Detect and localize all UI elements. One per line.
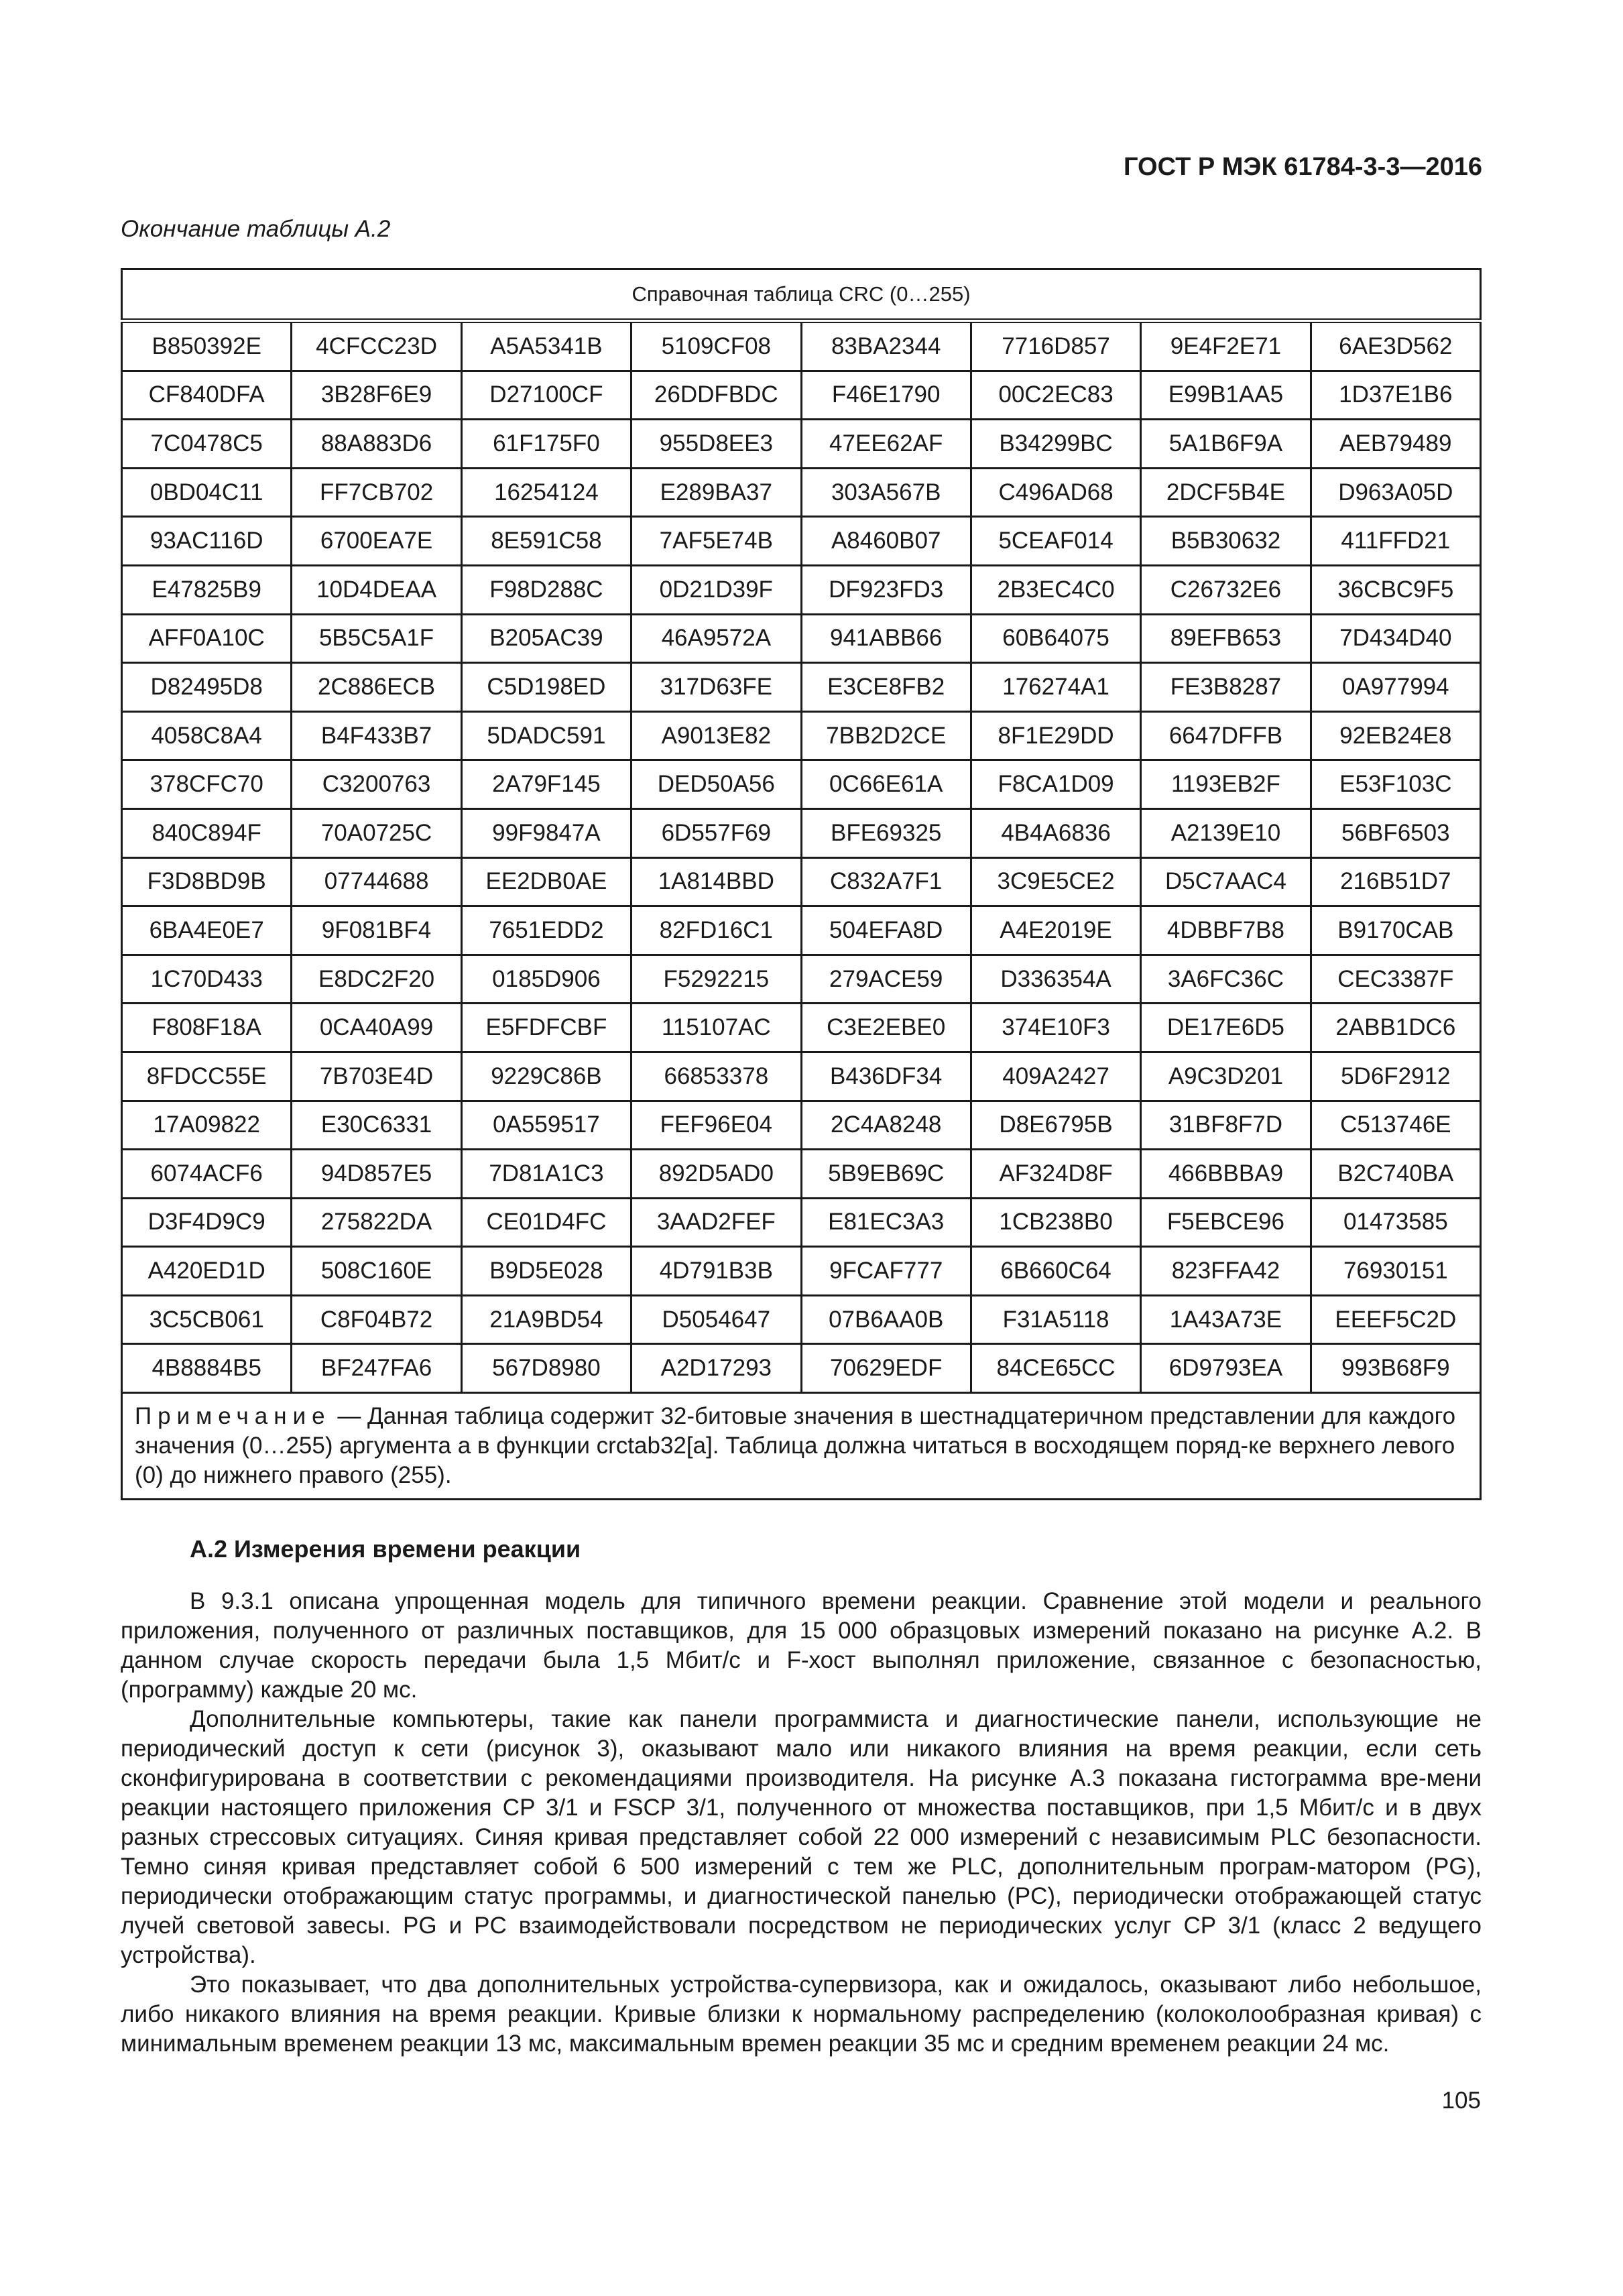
table-row (122, 760, 1481, 809)
table-row (122, 420, 1481, 469)
page-number: 105 (1441, 2088, 1481, 2114)
table-title: Справочная таблица CRC (0…255) (122, 269, 1481, 321)
table-cell: 36CBC9F5 (1311, 565, 1480, 614)
table-cell: 4CFCC23D (292, 321, 461, 371)
table-cell: 176274A1 (971, 663, 1140, 712)
table-cell: 0BD04C11 (122, 468, 292, 517)
table-cell: 5A1B6F9A (1141, 420, 1311, 469)
table-cell: F3D8BD9B (122, 857, 292, 906)
table-row (122, 906, 1481, 955)
table-cell: 99F9847A (461, 808, 631, 857)
table-cell: B2C740BA (1311, 1150, 1480, 1199)
table-cell: 6700EA7E (292, 517, 461, 566)
table-cell: AEB79489 (1311, 420, 1480, 469)
table-cell: 6647DFFB (1141, 711, 1311, 760)
table-row (122, 1247, 1481, 1296)
table-cell: 7C0478C5 (122, 420, 292, 469)
table-cell: 466BBBA9 (1141, 1150, 1311, 1199)
note-text: — Данная таблица содержит 32-битовые значения в шестнадцатеричном представлении для каждого значения (0…255) аргумента a в функции crctab32[a]. Таблица должна читаться в восходящем поряд-ке верхнего левого (0) до нижнего правого (255). (135, 1403, 1456, 1489)
table-cell: 1193EB2F (1141, 760, 1311, 809)
table-cell: 83BA2344 (801, 321, 971, 371)
table-cell: 47EE62AF (801, 420, 971, 469)
table-cell: DF923FD3 (801, 565, 971, 614)
table-cell: 0CA40A99 (292, 1004, 461, 1052)
table-cell: A9013E82 (632, 711, 801, 760)
table-row (122, 1198, 1481, 1247)
table-cell: 4B8884B5 (122, 1344, 292, 1393)
table-cell: 1A814BBD (632, 857, 801, 906)
table-cell: A8460B07 (801, 517, 971, 566)
table-cell: 5DADC591 (461, 711, 631, 760)
table-cell: 2C4A8248 (801, 1101, 971, 1150)
table-cell: AF324D8F (971, 1150, 1140, 1199)
table-cell: 66853378 (632, 1052, 801, 1101)
table-cell: 0185D906 (461, 955, 631, 1004)
table-cell: 3A6FC36C (1141, 955, 1311, 1004)
table-cell: 16254124 (461, 468, 631, 517)
table-cell: 7B703E4D (292, 1052, 461, 1101)
table-cell: 07B6AA0B (801, 1295, 971, 1344)
table-cell: 508C160E (292, 1247, 461, 1296)
table-cell: D3F4D9C9 (122, 1198, 292, 1247)
table-title-row (122, 269, 1481, 321)
table-cell: D5054647 (632, 1295, 801, 1344)
table-cell: 5D6F2912 (1311, 1052, 1480, 1101)
table-cell: 2ABB1DC6 (1311, 1004, 1480, 1052)
table-cell: 6074ACF6 (122, 1150, 292, 1199)
table-cell: F808F18A (122, 1004, 292, 1052)
table-row (122, 565, 1481, 614)
table-row (122, 614, 1481, 663)
table-cell: CE01D4FC (461, 1198, 631, 1247)
table-cell: C513746E (1311, 1101, 1480, 1150)
table-cell: C3200763 (292, 760, 461, 809)
table-cell: D82495D8 (122, 663, 292, 712)
table-cell: 7D434D40 (1311, 614, 1480, 663)
table-cell: DED50A56 (632, 760, 801, 809)
table-cell: 4D791B3B (632, 1247, 801, 1296)
table-cell: 2DCF5B4E (1141, 468, 1311, 517)
paragraph: Дополнительные компьютеры, такие как панели программиста и диагностические панели, использующие не периодический доступ к сети (рисунок 3), оказывают мало или никакого влияния на время реакции, если сеть сконфигурирована в соответствии с рекомендациями производителя. На рисунке А.3 показана гистограмма вре-мени реакции настоящего приложения CP 3/1 и FSCP 3/1, полученного от множества поставщиков, при 1,5 Мбит/с и в двух разных стрессовых ситуациях. Синяя кривая представляет собой 22 000 измерений с независимым PLC безопасности. Темно синяя кривая представляет собой 6 500 измерений с тем же PLC, дополнительным програм-матором (PG), периодически отображающим статус программы, и диагностической панелью (PC), периодически отображающей статус лучей световой завесы. PG и PC взаимодействовали посредством не периодических услуг CP 3/1 (класс 2 ведущего устройства). (121, 1706, 1482, 1968)
table-cell: 60B64075 (971, 614, 1140, 663)
crc-table (121, 268, 1482, 1500)
table-cell: 3B28F6E9 (292, 371, 461, 420)
table-row (122, 1150, 1481, 1199)
table-cell: 88A883D6 (292, 420, 461, 469)
table-cell: 823FFA42 (1141, 1247, 1311, 1296)
table-cell: 7D81A1C3 (461, 1150, 631, 1199)
table-cell: 07744688 (292, 857, 461, 906)
table-row (122, 468, 1481, 517)
table-cell: 941ABB66 (801, 614, 971, 663)
table-cell: 3C5CB061 (122, 1295, 292, 1344)
note-label: Примечание (135, 1403, 331, 1430)
table-row (122, 321, 1481, 371)
table-cell: 115107AC (632, 1004, 801, 1052)
table-cell: D336354A (971, 955, 1140, 1004)
table-cell: 8F1E29DD (971, 711, 1140, 760)
table-cell: 303A567B (801, 468, 971, 517)
table-cell: 504EFA8D (801, 906, 971, 955)
table-row (122, 371, 1481, 420)
table-cell: 8FDCC55E (122, 1052, 292, 1101)
table-cell: A420ED1D (122, 1247, 292, 1296)
table-cell: 94D857E5 (292, 1150, 461, 1199)
table-cell: D963A05D (1311, 468, 1480, 517)
table-cell: DE17E6D5 (1141, 1004, 1311, 1052)
table-cell: 317D63FE (632, 663, 801, 712)
table-cell: C3E2EBE0 (801, 1004, 971, 1052)
table-cell: B4F433B7 (292, 711, 461, 760)
table-cell: C496AD68 (971, 468, 1140, 517)
table-cell: 89EFB653 (1141, 614, 1311, 663)
table-row (122, 1101, 1481, 1150)
document-standard-header: ГОСТ Р МЭК 61784-3-3—2016 (1124, 153, 1482, 181)
section-body (121, 1587, 1482, 2059)
table-cell: 374E10F3 (971, 1004, 1140, 1052)
table-row (122, 857, 1481, 906)
table-cell: 7AF5E74B (632, 517, 801, 566)
table-cell: 2A79F145 (461, 760, 631, 809)
table-cell: 216B51D7 (1311, 857, 1480, 906)
table-cell: E289BA37 (632, 468, 801, 517)
table-cell: 840C894F (122, 808, 292, 857)
table-cell: FE3B8287 (1141, 663, 1311, 712)
table-cell: 1A43A73E (1141, 1295, 1311, 1344)
table-caption: Окончание таблицы А.2 (121, 216, 391, 242)
table-cell: B850392E (122, 321, 292, 371)
table-cell: B436DF34 (801, 1052, 971, 1101)
table-cell: B34299BC (971, 420, 1140, 469)
table-row (122, 808, 1481, 857)
table-cell: A9C3D201 (1141, 1052, 1311, 1101)
table-row (122, 1295, 1481, 1344)
table-cell: 0A977994 (1311, 663, 1480, 712)
table-cell: EEEF5C2D (1311, 1295, 1480, 1344)
table-cell: 411FFD21 (1311, 517, 1480, 566)
table-cell: 2C886ECB (292, 663, 461, 712)
table-cell: 1C70D433 (122, 955, 292, 1004)
table-row (122, 955, 1481, 1004)
table-cell: 378CFC70 (122, 760, 292, 809)
table-cell: 3AAD2FEF (632, 1198, 801, 1247)
table-cell: A4E2019E (971, 906, 1140, 955)
table-cell: 0C66E61A (801, 760, 971, 809)
table-cell: 46A9572A (632, 614, 801, 663)
table-cell: B205AC39 (461, 614, 631, 663)
table-cell: D8E6795B (971, 1101, 1140, 1150)
table-cell: C5D198ED (461, 663, 631, 712)
table-cell: BF247FA6 (292, 1344, 461, 1393)
table-cell: 31BF8F7D (1141, 1101, 1311, 1150)
table-cell: 5109CF08 (632, 321, 801, 371)
table-cell: 6D9793EA (1141, 1344, 1311, 1393)
table-cell: E3CE8FB2 (801, 663, 971, 712)
table-cell: 9E4F2E71 (1141, 321, 1311, 371)
table-cell: FF7CB702 (292, 468, 461, 517)
table-row (122, 1004, 1481, 1052)
table-cell: 17A09822 (122, 1101, 292, 1150)
table-cell: B5B30632 (1141, 517, 1311, 566)
table-cell: 82FD16C1 (632, 906, 801, 955)
table-cell: 279ACE59 (801, 955, 971, 1004)
table-cell: E47825B9 (122, 565, 292, 614)
table-cell: CF840DFA (122, 371, 292, 420)
table-cell: 70A0725C (292, 808, 461, 857)
table-cell: 6B660C64 (971, 1247, 1140, 1296)
table-cell: B9D5E028 (461, 1247, 631, 1296)
table-cell: 76930151 (1311, 1247, 1480, 1296)
table-cell: F5EBCE96 (1141, 1198, 1311, 1247)
table-cell: E8DC2F20 (292, 955, 461, 1004)
table-cell: 275822DA (292, 1198, 461, 1247)
table-cell: BFE69325 (801, 808, 971, 857)
table-cell: E30C6331 (292, 1101, 461, 1150)
table-cell: C8F04B72 (292, 1295, 461, 1344)
table-cell: 8E591C58 (461, 517, 631, 566)
table-cell: B9170CAB (1311, 906, 1480, 955)
table-cell: AFF0A10C (122, 614, 292, 663)
table-row (122, 1052, 1481, 1101)
table-cell: 4B4A6836 (971, 808, 1140, 857)
table-cell: 0A559517 (461, 1101, 631, 1150)
table-cell: 9FCAF777 (801, 1247, 971, 1296)
table-cell: F8CA1D09 (971, 760, 1140, 809)
table-cell: C26732E6 (1141, 565, 1311, 614)
table-cell: 6D557F69 (632, 808, 801, 857)
table-cell: 7BB2D2CE (801, 711, 971, 760)
table-cell: F98D288C (461, 565, 631, 614)
table-cell: 92EB24E8 (1311, 711, 1480, 760)
table-cell: 9229C86B (461, 1052, 631, 1101)
table-cell: 56BF6503 (1311, 808, 1480, 857)
table-cell: 1D37E1B6 (1311, 371, 1480, 420)
table-row (122, 1344, 1481, 1393)
table-cell: 7651EDD2 (461, 906, 631, 955)
table-cell: 892D5AD0 (632, 1150, 801, 1199)
table-cell: 5B9EB69C (801, 1150, 971, 1199)
table-cell: A2139E10 (1141, 808, 1311, 857)
table-cell: A2D17293 (632, 1344, 801, 1393)
table-cell: 9F081BF4 (292, 906, 461, 955)
table-cell: 61F175F0 (461, 420, 631, 469)
table-cell: 2B3EC4C0 (971, 565, 1140, 614)
table-note (122, 1393, 1481, 1500)
table-row (122, 663, 1481, 712)
table-cell: 70629EDF (801, 1344, 971, 1393)
table-cell: 409A2427 (971, 1052, 1140, 1101)
table-cell: F31A5118 (971, 1295, 1140, 1344)
table-cell: 1CB238B0 (971, 1198, 1140, 1247)
table-cell: 4DBBF7B8 (1141, 906, 1311, 955)
table-cell: 93AC116D (122, 517, 292, 566)
table-cell: 26DDFBDC (632, 371, 801, 420)
table-cell: 6BA4E0E7 (122, 906, 292, 955)
table-cell: F46E1790 (801, 371, 971, 420)
table-cell: F5292215 (632, 955, 801, 1004)
table-cell: 21A9BD54 (461, 1295, 631, 1344)
table-cell: D27100CF (461, 371, 631, 420)
table-cell: 00C2EC83 (971, 371, 1140, 420)
table-cell: 10D4DEAA (292, 565, 461, 614)
table-cell: E81EC3A3 (801, 1198, 971, 1247)
table-row (122, 711, 1481, 760)
table-row (122, 517, 1481, 566)
table-cell: E5FDFCBF (461, 1004, 631, 1052)
table-note-row (122, 1393, 1481, 1500)
table-cell: E99B1AA5 (1141, 371, 1311, 420)
table-cell: EE2DB0AE (461, 857, 631, 906)
table-cell: C832A7F1 (801, 857, 971, 906)
table-cell: 993B68F9 (1311, 1344, 1480, 1393)
table-cell: 01473585 (1311, 1198, 1480, 1247)
table-cell: 5CEAF014 (971, 517, 1140, 566)
table-cell: 0D21D39F (632, 565, 801, 614)
table-cell: CEC3387F (1311, 955, 1480, 1004)
table-cell: 5B5C5A1F (292, 614, 461, 663)
table-cell: 955D8EE3 (632, 420, 801, 469)
table-cell: 3C9E5CE2 (971, 857, 1140, 906)
paragraph: В 9.3.1 описана упрощенная модель для типичного времени реакции. Сравнение этой модели и реального приложения, полученного от различных поставщиков, для 15 000 образцовых измерений показано на рисунке А.2. В данном случае скорость передачи была 1,5 Мбит/с и F-хост выполнял приложение, связанное с безопасностью, (программу) каждые 20 мс. (121, 1588, 1482, 1703)
table-cell: A5A5341B (461, 321, 631, 371)
table-cell: 6AE3D562 (1311, 321, 1480, 371)
table-cell: 84CE65CC (971, 1344, 1140, 1393)
table-cell: 567D8980 (461, 1344, 631, 1393)
table-cell: E53F103C (1311, 760, 1480, 809)
table-cell: FEF96E04 (632, 1101, 801, 1150)
paragraph: Это показывает, что два дополнительных устройства-супервизора, как и ожидалось, оказывают либо небольшое, либо никакого влияния на время реакции. Кривые близки к нормальному распределению (колоколообразная кривая) с минимальным временем реакции 13 мс, максимальным времен реакции 35 мс и средним временем реакции 24 мс. (121, 1972, 1482, 2057)
table-cell: 7716D857 (971, 321, 1140, 371)
table-cell: 4058C8A4 (122, 711, 292, 760)
section-title: A.2 Измерения времени реакции (190, 1535, 581, 1563)
table-cell: D5C7AAC4 (1141, 857, 1311, 906)
